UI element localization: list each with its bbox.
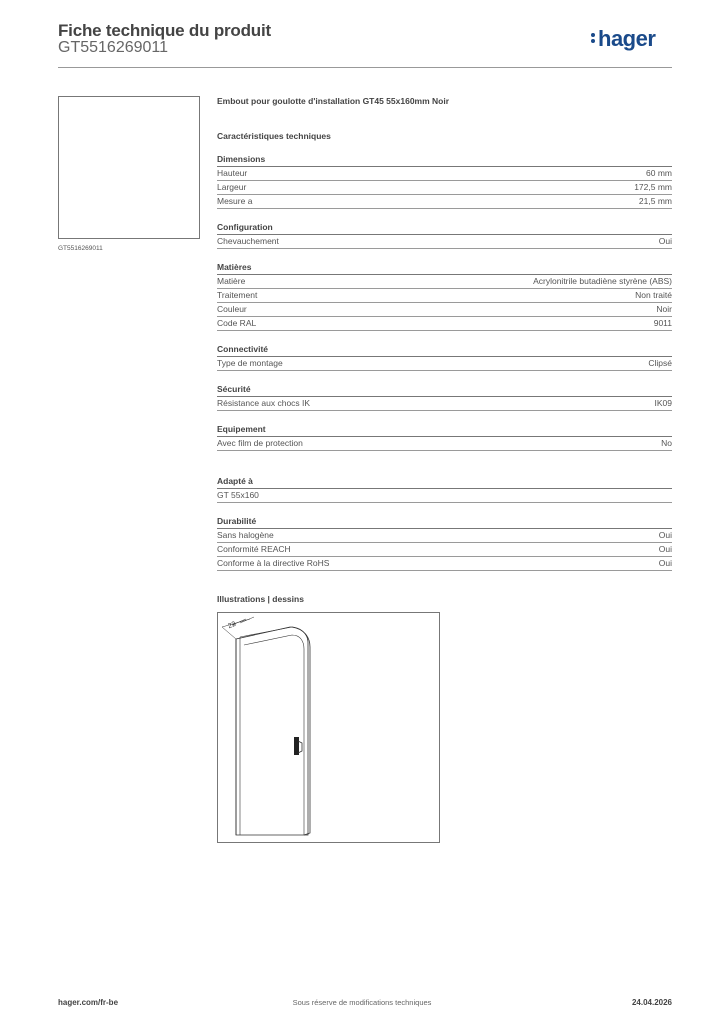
spec-group-equipment: [217, 424, 672, 451]
footer-notice: Sous réserve de modifications techniques: [292, 998, 432, 1007]
spec-row: [217, 529, 672, 543]
dimension-label: 22: [227, 620, 238, 631]
spec-value: Oui: [658, 558, 672, 568]
spec-group-dimensions: [217, 154, 672, 209]
spec-group-connectivity: [217, 344, 672, 371]
spec-value: 9011: [653, 318, 672, 328]
spec-label: Résistance aux chocs IK: [217, 398, 311, 408]
spec-label: Code RAL: [217, 318, 257, 328]
characteristics-title: Caractéristiques techniques: [217, 131, 331, 141]
group-title: Dimensions: [217, 154, 672, 167]
end-cap-drawing: [218, 613, 439, 842]
spec-group-materials: [217, 262, 672, 331]
spec-value: IK09: [654, 398, 672, 408]
spec-group-durability: [217, 516, 672, 571]
spec-row: [217, 167, 672, 181]
spec-row: [217, 195, 672, 209]
product-name: Embout pour goulotte d'installation GT45 55x160mm Noir: [217, 96, 450, 106]
group-title: Equipement: [217, 424, 672, 437]
spec-group-security: [217, 384, 672, 411]
spec-row: [217, 543, 672, 557]
spec-value: 60 mm: [646, 168, 672, 178]
spec-group-configuration: [217, 222, 672, 249]
spec-row: [217, 275, 672, 289]
header-divider: [58, 67, 672, 68]
spec-row: [217, 181, 672, 195]
spec-label: Conformité REACH: [217, 544, 291, 554]
product-image-caption: GT5516269011: [58, 245, 103, 252]
spec-row: [217, 289, 672, 303]
spec-value: Oui: [658, 236, 672, 246]
logo-text: hager: [598, 26, 656, 51]
spec-label: Type de montage: [217, 358, 283, 368]
group-title: Sécurité: [217, 384, 672, 397]
footer-date: 24.04.2026: [631, 998, 672, 1007]
spec-value: Oui: [658, 530, 672, 540]
spec-label: Conforme à la directive RoHS: [217, 558, 330, 568]
group-title: Connectivité: [217, 344, 672, 357]
spec-label: Largeur: [217, 182, 247, 192]
product-reference: GT5516269011: [58, 39, 169, 56]
footer-website: hager.com/fr-be: [58, 998, 119, 1007]
spec-value: Non traité: [635, 290, 672, 300]
illustrations-title: Illustrations | dessins: [217, 594, 304, 604]
spacer: [217, 451, 672, 463]
group-title: Adapté à: [217, 476, 672, 489]
hager-logo: [591, 26, 655, 52]
spec-row: [217, 317, 672, 331]
product-image-placeholder: [58, 96, 200, 239]
spec-label: Mesure a: [217, 196, 253, 206]
spec-label: Matière: [217, 276, 246, 286]
spec-value: Noir: [656, 304, 672, 314]
spec-value: No: [661, 438, 672, 448]
spec-row: [217, 303, 672, 317]
group-title: Durabilité: [217, 516, 672, 529]
spec-value: Clipsé: [648, 358, 672, 368]
spec-value: Oui: [658, 544, 672, 554]
group-title: Configuration: [217, 222, 672, 235]
spec-row: [217, 557, 672, 571]
logo-dots-icon: [591, 31, 596, 45]
spec-value: 21,5 mm: [638, 196, 672, 206]
spec-value: Acrylonitrile butadiène styrène (ABS): [533, 276, 672, 286]
spec-label: Traitement: [217, 290, 258, 300]
spec-value: 172,5 mm: [634, 182, 672, 192]
spec-row: [217, 235, 672, 249]
spec-content: [217, 96, 672, 571]
group-title: Matières: [217, 262, 672, 275]
spec-label: Chevauchement: [217, 236, 279, 246]
page-title: Fiche technique du produit: [58, 21, 271, 40]
spec-label: GT 55x160: [217, 490, 259, 500]
spec-group-suited-for: [217, 476, 672, 503]
spec-row: [217, 489, 672, 503]
spec-row: [217, 437, 672, 451]
spec-label: Sans halogène: [217, 530, 274, 540]
spec-row: [217, 397, 672, 411]
spec-label: Hauteur: [217, 168, 248, 178]
spec-row: [217, 357, 672, 371]
spec-label: Couleur: [217, 304, 247, 314]
spec-label: Avec film de protection: [217, 438, 303, 448]
illustration-frame: [217, 612, 440, 843]
